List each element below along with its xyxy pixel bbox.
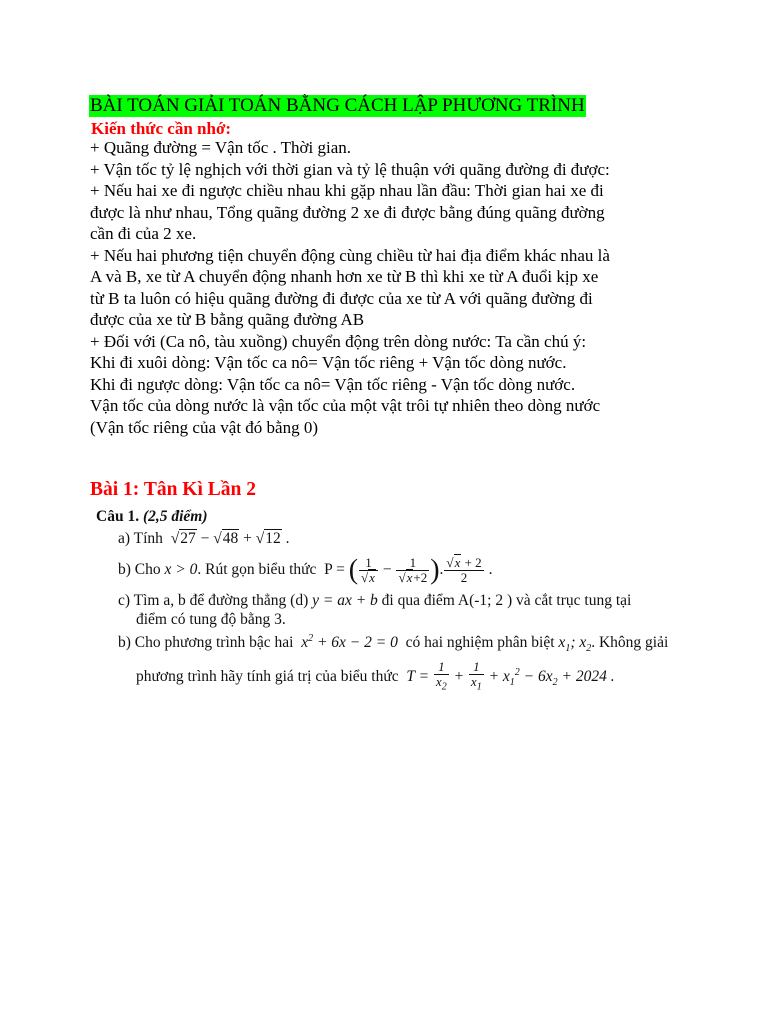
knowledge-heading: Kiến thức cần nhớ: xyxy=(91,119,232,138)
body-line: + Quãng đường = Vận tốc . Thời gian. xyxy=(90,138,352,157)
part-b-formula: P = ( $\frac{1}{√x}$ − $\frac{1}{√x+2}$ ). $\frac{√x + 2}{2}$ . xyxy=(320,554,493,586)
part-d-formula: T = $\frac{1}{x_2}$ + $\frac{1}{x_1}$ + $x_1^2 - 6x_2 + 2024$ . xyxy=(402,659,615,693)
part-d-equation: $x^2 + 6x - 2 = 0$ xyxy=(297,633,402,652)
part-d-text-4: phương trình hãy tính giá trị của biểu thức xyxy=(136,667,399,685)
part-b-text-2: . Rút gọn biểu thức xyxy=(197,561,317,579)
part-d-text-2: có hai nghiệm phân biệt xyxy=(405,634,555,652)
knowledge-body xyxy=(90,137,650,438)
part-b-label: b) xyxy=(118,561,131,579)
question-label: Câu 1. xyxy=(96,508,140,525)
document-title: BÀI TOÁN GIẢI TOÁN BẰNG CÁCH LẬP PHƯƠNG TRÌNH xyxy=(90,95,585,116)
part-b xyxy=(118,556,492,585)
part-c-cont xyxy=(136,611,286,629)
part-c-text-3: điểm có tung độ bằng 3. xyxy=(136,611,286,628)
part-a xyxy=(118,530,289,548)
exam-question-image xyxy=(96,508,669,708)
body-line: + Đối với (Ca nô, tàu xuồng) chuyển động trên dòng nước: Ta cần chú ý: xyxy=(90,331,587,351)
part-c-label: c) xyxy=(118,592,131,609)
body-line: (Vận tốc riêng của vật đó bằng 0) xyxy=(90,417,318,437)
exercise-heading: Bài 1: Tân Kì Lần 2 xyxy=(90,479,256,500)
part-d-roots: $x_1$; $x_2$ xyxy=(558,634,592,655)
body-line: + Nếu hai phương tiện chuyển động cùng chiều từ hai địa điểm khác nhau là xyxy=(90,245,610,265)
part-b-condition: x > 0 xyxy=(164,561,198,579)
body-line: A và B, xe từ A chuyển động nhanh hơn xe từ B thì khi xe từ A đuổi kịp xe xyxy=(90,267,599,286)
part-c xyxy=(118,592,631,610)
part-d-text-3: . Không giải xyxy=(591,634,669,652)
body-line: + Nếu hai xe đi ngược chiều nhau khi gặp nhau lần đầu: Thời gian hai xe đi xyxy=(90,181,604,200)
body-line: Khi đi ngược dòng: Vận tốc ca nô= Vận tốc riêng - Vận tốc dòng nước. xyxy=(90,374,576,394)
part-c-equation: y = ax + b xyxy=(312,592,378,609)
part-d-cont xyxy=(136,660,615,695)
part-c-text-2: đi qua điểm A(-1; 2 ) và cắt trục tung tại xyxy=(381,592,632,609)
part-a-formula: √27 − √48 + √12 . xyxy=(166,530,290,547)
question-points: (2,5 điểm) xyxy=(142,508,208,525)
part-d xyxy=(118,633,668,654)
body-line: + Vận tốc tỷ lệ nghịch với thời gian và tỷ lệ thuận với quãng đường đi được: xyxy=(90,159,610,179)
body-line: cần đi của 2 xe. xyxy=(90,224,197,243)
body-line: Vận tốc của dòng nước là vận tốc của một vật trôi tự nhiên theo dòng nước xyxy=(90,396,601,415)
body-line: Khi đi xuôi dòng: Vận tốc ca nô= Vận tốc riêng + Vận tốc dòng nước. xyxy=(90,353,567,372)
question-header xyxy=(96,508,208,526)
body-line: được của xe từ B bằng quãng đường AB xyxy=(90,310,365,329)
body-line: từ B ta luôn có hiệu quãng đường đi được của xe từ A với quãng đường đi xyxy=(90,288,593,308)
part-d-text: Cho phương trình bậc hai xyxy=(134,634,294,652)
part-c-text: Tìm a, b để đường thẳng (d) xyxy=(133,592,309,609)
part-a-text: Tính xyxy=(133,530,163,547)
part-b-text: Cho xyxy=(134,561,161,579)
body-line: được là như nhau, Tổng quãng đường 2 xe đi được bằng đúng quãng đường xyxy=(90,202,605,222)
part-d-label: b) xyxy=(118,634,131,652)
part-a-label: a) xyxy=(118,530,131,547)
